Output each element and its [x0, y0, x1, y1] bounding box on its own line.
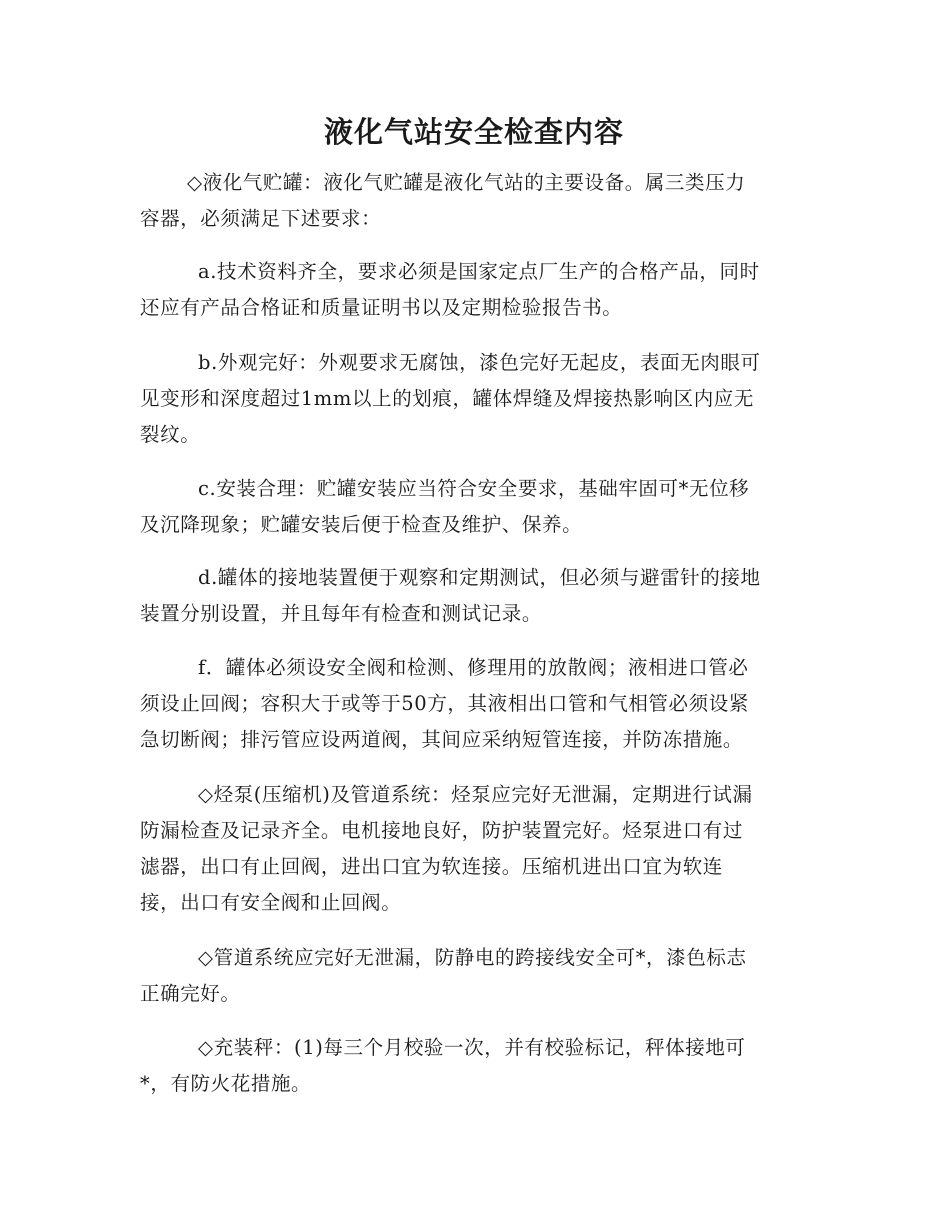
paragraph-line: ◇充装秤：(1)每三个月校验一次，并有校验标记，秤体接地可: [198, 1036, 746, 1059]
paragraph-line: b.外观完好：外观要求无腐蚀，漆色完好无起皮，表面无肉眼可: [198, 351, 761, 374]
paragraph-item-a: [140, 254, 808, 326]
paragraph-item-f: [140, 650, 808, 758]
paragraph-pump-pipeline: [140, 777, 808, 921]
paragraph-item-b: [140, 345, 808, 453]
paragraph-filling-scale: [140, 1030, 808, 1102]
document-title: 液化气站安全检查内容: [323, 115, 624, 149]
paragraph-line: 还应有产品合格证和质量证明书以及定期检验报告书。: [140, 296, 623, 319]
paragraph-line: c.安装合理：贮罐安装应当符合安全要求，基础牢固可*无位移: [198, 477, 750, 500]
paragraph-line: a.技术资料齐全，要求必须是国家定点厂生产的合格产品，同时: [198, 260, 760, 283]
paragraph-line: f．罐体必须设安全阀和检测、修理用的放散阀；液相进口管必: [198, 656, 749, 679]
paragraph-line: 裂纹。: [140, 423, 201, 446]
paragraph-item-d: [140, 560, 808, 632]
paragraph-line: 及沉降现象；贮罐安装后便于检查及维护、保养。: [140, 513, 583, 536]
paragraph-line: 接，出口有安全阀和止回阀。: [140, 891, 402, 914]
paragraph-line: ◇液化气贮罐：液化气贮罐是液化气站的主要设备。属三类压力: [187, 171, 746, 194]
paragraph-line: 装置分别设置，并且每年有检查和测试记录。: [140, 602, 543, 625]
paragraph-lpg-tank: [140, 165, 808, 237]
paragraph-line: 急切断阀；排污管应设两道阀，其间应采纳短管连接，并防冻措施。: [140, 728, 744, 751]
paragraph-line: 见变形和深度超过1mm以上的划痕，罐体焊缝及焊接热影响区内应无: [140, 387, 754, 410]
paragraph-line: ◇管道系统应完好无泄漏，防静电的跨接线安全可*，漆色标志: [198, 946, 747, 969]
paragraph-line: 防漏检查及记录齐全。电机接地良好，防护装置完好。烃泵进口有过: [140, 819, 744, 842]
paragraph-line: d.罐体的接地装置便于观察和定期测试，但必须与避雷针的接地: [198, 566, 761, 589]
paragraph-line: *，有防火花措施。: [140, 1072, 312, 1095]
paragraph-line: ◇烃泵(压缩机)及管道系统：烃泵应完好无泄漏，定期进行试漏: [198, 783, 753, 806]
paragraph-pipeline-system: [140, 940, 808, 1012]
paragraph-line: 须设止回阀；容积大于或等于50方，其液相出口管和气相管必须设紧: [140, 692, 749, 715]
paragraph-item-c: [140, 471, 808, 543]
paragraph-line: 容器，必须满足下述要求：: [140, 207, 382, 230]
paragraph-line: 正确完好。: [140, 982, 241, 1005]
paragraph-line: 滤器，出口有止回阀，进出口宜为软连接。压缩机进出口宜为软连: [140, 855, 723, 878]
